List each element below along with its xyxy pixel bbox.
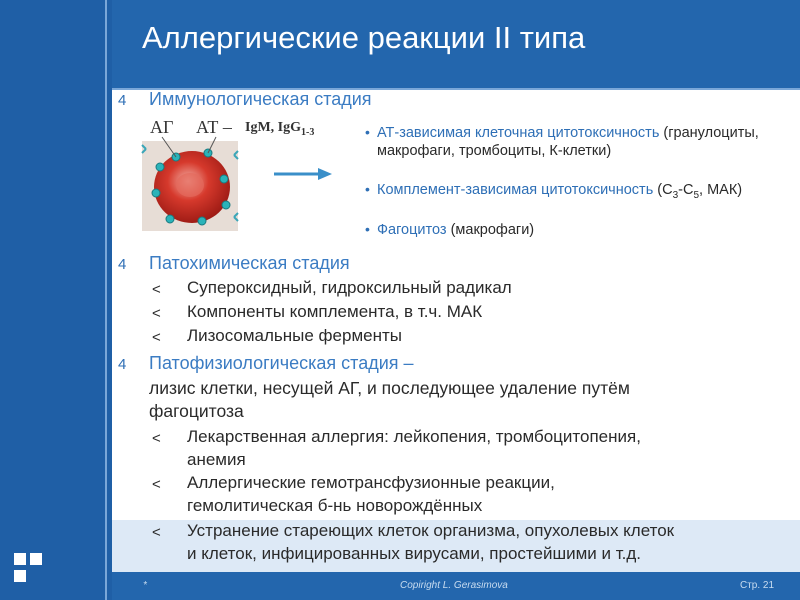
- page-number: Стр. 21: [740, 580, 775, 591]
- arrow-right-icon: [272, 166, 334, 182]
- list-item: Компоненты комплемента, в т.ч. МАК: [187, 302, 483, 321]
- stage-3-description-cont: фагоцитоза: [149, 401, 244, 421]
- stage-2-marker: 4: [118, 256, 127, 273]
- red-blood-cell-icon: [140, 135, 240, 235]
- antibody-label: АТ –: [196, 117, 232, 137]
- item-marker: <: [152, 476, 161, 493]
- stage-1-label: Иммунологическая стадия: [149, 89, 372, 109]
- list-item-cont: и клеток, инфицированных вирусами, простейшими и т.д.: [187, 544, 641, 563]
- item-marker: <: [152, 305, 161, 322]
- bullet-marker: •: [365, 124, 370, 140]
- bullet-complement: Комплемент-зависимая цитотоксичность ($С_3-С_5$, МАК): [377, 182, 743, 201]
- footer-asterisk: *: [143, 580, 147, 591]
- antigen-label: АГ: [150, 117, 174, 137]
- list-item: Аллергические гемотрансфузионные реакции,: [187, 473, 555, 492]
- bullet-phagocytosis: Фагоцитоз (макрофаги): [377, 222, 535, 238]
- stage-1-marker: 4: [118, 92, 127, 109]
- left-band: [0, 0, 112, 600]
- stage-3-marker: 4: [118, 356, 127, 373]
- slide-title: Аллергические реакции II типа: [142, 20, 586, 55]
- footer-copyright: Copiright L. Gerasimova: [400, 580, 508, 591]
- antibody-classes: IgM, IgG$_{1-3}$: [245, 120, 315, 138]
- stage-3-description: лизис клетки, несущей АГ, и последующее удаление путём: [149, 378, 630, 398]
- list-item-cont: анемия: [187, 450, 246, 469]
- list-item: Лизосомальные ферменты: [187, 326, 402, 345]
- stage-3-label: Патофизиологическая стадия –: [149, 353, 414, 373]
- item-marker: <: [152, 430, 161, 447]
- bullet-marker: •: [365, 221, 370, 237]
- item-marker: <: [152, 524, 161, 541]
- bullet-marker: •: [365, 181, 370, 197]
- stage-2-label: Патохимическая стадия: [149, 253, 350, 273]
- list-item: Устранение стареющих клеток организма, опухолевых клеток: [187, 521, 675, 540]
- item-marker: <: [152, 281, 161, 298]
- item-marker: <: [152, 329, 161, 346]
- bullet-adcc: АТ-зависимая клеточная цитотоксичность (гранулоциты, макрофаги, тромбоциты, К-клетки): [377, 125, 759, 159]
- list-item: Супероксидный, гидроксильный радикал: [187, 278, 512, 297]
- list-item: Лекарственная аллергия: лейкопения, тромбоцитопения,: [187, 427, 641, 446]
- list-item-cont: гемолитическая б-нь новорождённых: [187, 496, 483, 515]
